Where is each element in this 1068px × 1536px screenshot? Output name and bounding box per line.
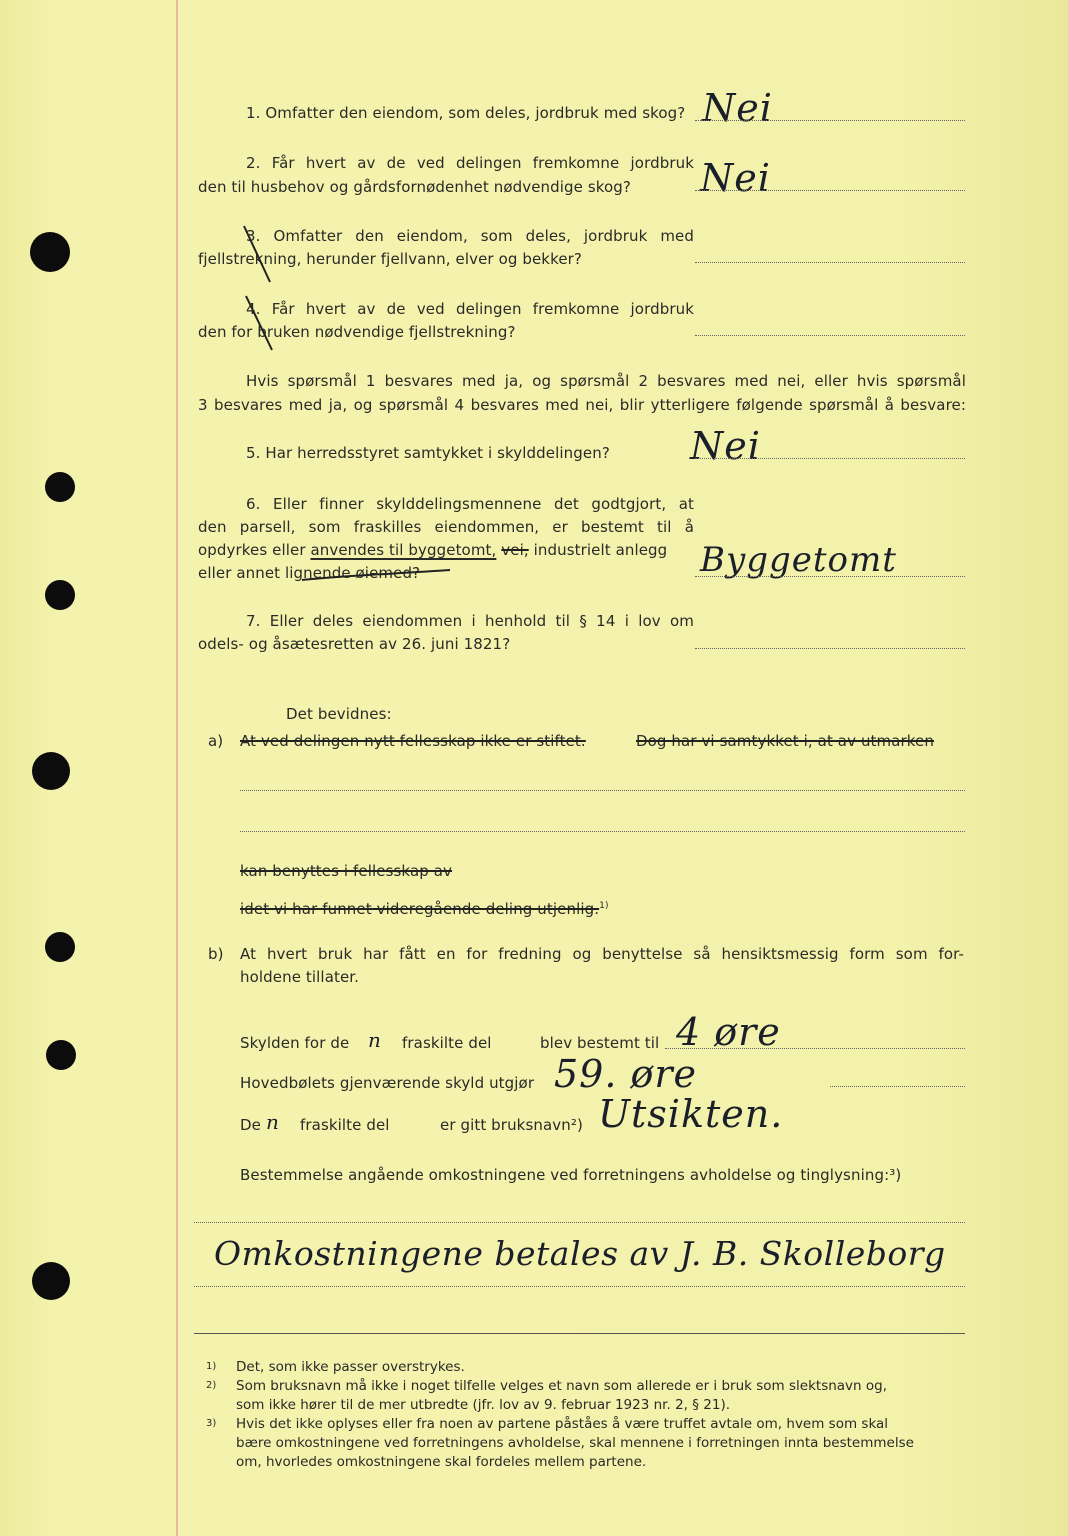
- certify-b-line1: At hvert bruk har fått en for fredning og benyttelse så hensiktsmessig form som for-: [240, 945, 964, 963]
- conditional-line1: Hvis spørsmål 1 besvares med ja, og spørsmål 2 besvares med nei, eller hvis spørsmål: [246, 372, 966, 390]
- answer-line: [665, 1048, 965, 1049]
- costs-answer: Omkostningene betales av J. B. Skolleborg: [214, 1234, 946, 1273]
- question-6-text: opdyrkes eller: [198, 541, 311, 559]
- answer-line: [695, 262, 965, 263]
- fill-line: [194, 1286, 965, 1287]
- answer-line: [695, 648, 965, 649]
- certify-a-line4: [240, 895, 609, 920]
- certify-b-label: b): [208, 945, 224, 963]
- footnote-divider: [194, 1333, 965, 1334]
- binder-hole-icon: [45, 472, 75, 502]
- certify-heading: Det bevidnes:: [286, 705, 392, 723]
- answer-2: Nei: [700, 156, 771, 200]
- hand-underline-icon: [300, 566, 460, 584]
- certify-b-line2: holdene tillater.: [240, 968, 360, 986]
- skyld-line3-hand: n: [266, 1110, 280, 1134]
- question-6-struck: vei,: [501, 541, 529, 559]
- question-6-line3: [198, 539, 667, 561]
- binder-hole-icon: [32, 1262, 70, 1300]
- answer-line: [695, 576, 965, 577]
- binder-hole-icon: [30, 232, 70, 272]
- question-7-line1: 7. Eller deles eiendommen i henhold til § 14 i lov om: [246, 612, 694, 630]
- footnote-1: Det, som ikke passer overstrykes.: [236, 1359, 465, 1375]
- question-1: 1. Omfatter den eiendom, som deles, jordbruk med skog?: [246, 104, 686, 122]
- skyld-line1-hand: n: [368, 1028, 382, 1052]
- question-7-line2: odels- og åsætesretten av 26. juni 1821?: [198, 635, 511, 653]
- skyld-line3-fraskilte: fraskilte del: [300, 1116, 390, 1134]
- answer-line: [695, 120, 965, 121]
- question-4-line1: 4. Får hvert av de ved delingen fremkomne jordbruk: [246, 300, 694, 318]
- strike-slash-icon: [240, 222, 280, 352]
- question-4-line2: den for bruken nødvendige fjellstrekning?: [198, 323, 516, 341]
- margin-rule: [176, 0, 178, 1536]
- question-6-underlined: anvendes til byggetomt,: [310, 541, 497, 559]
- binder-hole-icon: [32, 752, 70, 790]
- question-6-line2: den parsell, som fraskilles eiendommen, er bestemt til å: [198, 518, 694, 536]
- certify-a-struck-3: kan benyttes i fellesskap av: [240, 862, 453, 880]
- footnote-1-mark: 1): [206, 1361, 217, 1372]
- footnote-3-line3: om, hvorledes omkostningene skal fordeles mellem partene.: [236, 1454, 647, 1470]
- question-3-line1: 3. Omfatter den eiendom, som deles, jordbruk med: [246, 227, 694, 245]
- certify-a-struck-4: idet vi har funnet videregående deling utjenlig.: [240, 900, 600, 918]
- question-6-line1: 6. Eller finner skylddelingsmennene det godtgjort, at: [246, 495, 694, 513]
- footnote-2-mark: 2): [206, 1380, 217, 1391]
- fill-line: [194, 1222, 965, 1223]
- costs-label: Bestemmelse angående omkostningene ved forretningens avholdelse og tinglysning:³): [240, 1166, 902, 1184]
- certify-a-struck-2: Dog har vi samtykket i, at av utmarken: [636, 732, 934, 750]
- question-2-line2: den til husbehov og gårdsfornødenhet nødvendige skog?: [198, 178, 631, 196]
- footnote-2-line1: Som bruksnavn må ikke i noget tilfelle velges et navn som allerede er i bruk som slektsnavn og,: [236, 1378, 888, 1394]
- conditional-line2: 3 besvares med ja, og spørsmål 4 besvares med nei, blir ytterligere følgende spørsmål å besvare:: [198, 396, 966, 414]
- fill-line: [240, 790, 965, 791]
- skyld-line1-fraskilte: fraskilte del: [402, 1034, 492, 1052]
- answer-6: Byggetomt: [700, 540, 897, 580]
- binder-hole-icon: [45, 932, 75, 962]
- footnote-3-line2: bære omkostningene ved forretningens avholdelse, skal mennene i forretningen innta bestemmelse: [236, 1435, 914, 1451]
- certify-a-label: a): [208, 732, 224, 750]
- answer-5: Nei: [690, 424, 761, 468]
- footnote-2-line2: som ikke hører til de mer utbredte (jfr. lov av 9. februar 1923 nr. 2, § 21).: [236, 1397, 731, 1413]
- skyld-line1-bestemt: blev bestemt til: [540, 1034, 660, 1052]
- skyld-answer-2: 59. øre: [554, 1052, 698, 1096]
- footnote-marker: 1): [599, 901, 609, 911]
- question-6-line4: eller annet lignende øiemed?: [198, 564, 421, 582]
- answer-line: [695, 335, 965, 336]
- binder-hole-icon: [45, 580, 75, 610]
- skyld-line1-label: Skylden for de: [240, 1034, 350, 1052]
- question-6-text: industrielt anlegg: [528, 541, 668, 559]
- answer-1: Nei: [702, 86, 773, 130]
- question-2-line1: 2. Får hvert av de ved delingen fremkomne jordbruk: [246, 154, 694, 172]
- footnote-3-line1: Hvis det ikke oplyses eller fra noen av partene påståes å være truffet avtale om, hvem som skal: [236, 1416, 889, 1432]
- skyld-line3-label: De: [240, 1116, 261, 1134]
- answer-line: [695, 190, 965, 191]
- answer-line: [830, 1086, 965, 1087]
- question-3-line2: fjellstrekning, herunder fjellvann, elver og bekker?: [198, 250, 582, 268]
- skyld-line3-bruksnavn: er gitt bruksnavn²): [440, 1116, 583, 1134]
- skyld-line2-label: Hovedbølets gjenværende skyld utgjør: [240, 1074, 535, 1092]
- footnote-3-mark: 3): [206, 1418, 217, 1429]
- certify-a-struck-1: At ved delingen nytt fellesskap ikke er stiftet.: [240, 732, 586, 750]
- binder-hole-icon: [46, 1040, 76, 1070]
- question-5: 5. Har herredsstyret samtykket i skylddelingen?: [246, 444, 610, 462]
- fill-line: [240, 831, 965, 832]
- skyld-answer-3: Utsikten.: [598, 1092, 784, 1136]
- answer-line: [695, 458, 965, 459]
- skyld-answer-1: 4 øre: [676, 1010, 781, 1054]
